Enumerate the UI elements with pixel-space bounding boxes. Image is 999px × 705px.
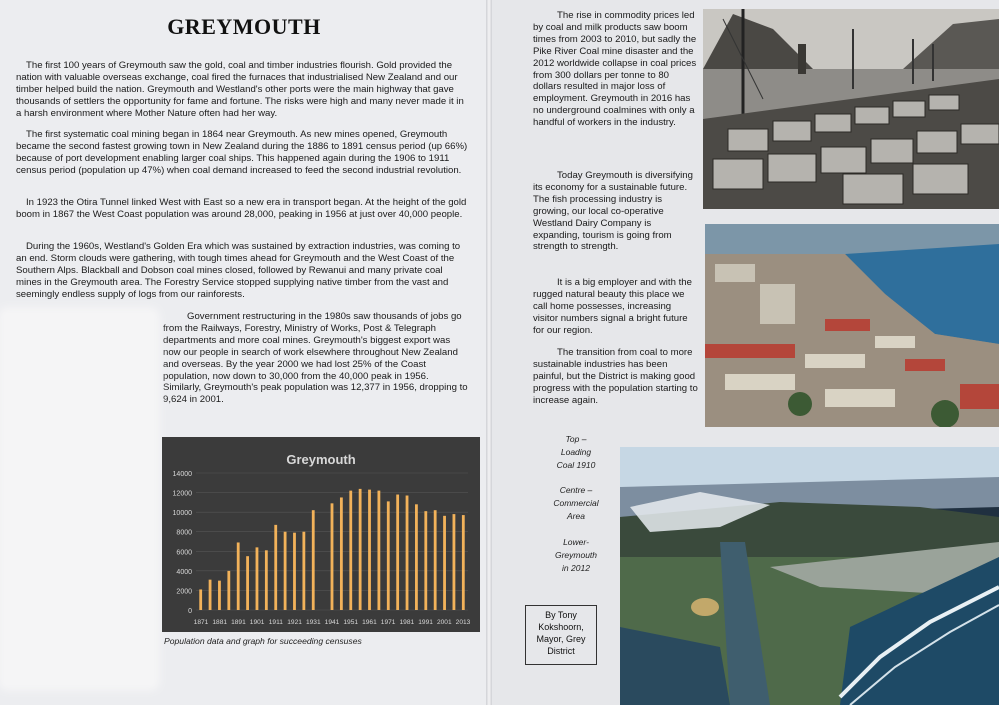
x-tick-label: 1981 [399,619,415,626]
chart-bar [265,550,268,610]
chart-bar [443,516,446,610]
y-tick-label: 4000 [176,568,192,576]
chart-caption: Population data and graph for succeeding censuses [164,636,362,646]
paragraph-1: The first 100 years of Greymouth saw the gold, coal and timber industries flourish. Gold provided the nation with valuable overseas exchange, coal fired the furnaces that industrialised New Zealand and our timber helped build the nation. Greymouth and Westland's other ports were the main highway that gave thousands of settlers the opportunity for fame and fortune. The risks were high and many never made it in a harsh environment where Mother Nature often had her way. [16,60,464,119]
caption-top: Top – Loading Coal 1910 [556,434,596,470]
x-tick-label: 1991 [418,619,433,626]
paragraph-5: Government restructuring in the 1980s saw thousands of jobs go from the Railways, Forestry, Ministry of Works, Post & Telegraph departments and more coal mines. Greymouth's biggest export was now our people in search of work elsewhere throughout New Zealand and overseas. By the year 2000 we had lost 25% of the Coast population, now down to 30,000 from the 40,000 peak in 1956. Similarly, Greymouth's peak population was 12,377 in 1956, dropping to 9,624 in 2001. [163,311,468,406]
chart-bar [434,510,437,610]
chart-bar [227,571,230,610]
x-tick-label: 2013 [455,619,471,626]
photo-commercial-area [705,224,999,427]
chart-bar [340,497,343,610]
x-tick-label: 1901 [249,619,265,626]
y-tick-label: 0 [188,608,192,615]
chart-bar [406,496,409,610]
chart-bar [199,589,202,610]
population-chart [162,437,480,632]
chart-bar [453,514,456,610]
chart-bar [284,532,287,610]
x-tick-label: 1921 [287,619,302,626]
x-tick-label: 1871 [193,619,209,626]
x-tick-label: 1881 [212,619,228,626]
chart-bar [377,491,380,610]
chart-bar [256,547,259,610]
right-paragraph-1: The rise in commodity prices led by coal and milk products saw boom times from 2003 to 2010, but sadly the Pike River Coal mine disaster and the 2012 worldwide collapse in coal prices from 300 dollars per tonne to 80 dollars resulted in major loss of employment. Greymouth in 2016 has no underground coalmines with only a handful of workers in the industry. [533,10,697,129]
y-tick-label: 6000 [176,549,192,557]
y-tick-label: 8000 [176,529,192,537]
chart-bar [209,580,212,610]
right-paragraph-4: The transition from coal to more sustainable industries has been painful, but the District is making good progress with the population starting to increase again. [533,347,698,406]
y-tick-label: 2000 [176,588,192,596]
chart-bar [359,489,362,610]
chart-bar [312,510,315,610]
photo-greymouth-2012 [620,447,999,705]
x-tick-label: 1951 [343,619,359,626]
page-fold [486,0,492,705]
right-paragraph-2: Today Greymouth is diversifying its economy for a sustainable future. The fish processing industry is growing, our local co-operative Westland Dairy Company is expanding, tourism is going from strength to strength. [533,170,693,253]
chart-bar [415,504,418,610]
y-tick-label: 10000 [172,510,192,518]
caption-lower: Lower- Greymouth in 2012 [554,537,598,573]
x-tick-label: 1891 [231,619,246,626]
right-paragraph-3: It is a big employer and with the rugged natural beauty this place we call home possesses, increasing visitor numbers signal a bright future for our region. [533,277,692,336]
chart-bar [218,581,221,610]
chart-bar [246,556,249,610]
chart-bar [302,532,305,610]
x-tick-label: 1931 [305,619,321,626]
author-box: By Tony Kokshoorn, Mayor, Grey District [525,605,597,665]
chart-bar [424,511,427,610]
x-tick-label: 2001 [436,619,452,626]
photo-coal-loading [703,9,999,209]
y-tick-label: 14000 [172,471,192,478]
blurred-patch [4,313,154,685]
chart-bar [396,495,399,610]
chart-title: Greymouth [286,452,356,467]
x-tick-label: 1961 [362,619,377,626]
paragraph-4: During the 1960s, Westland's Golden Era which was sustained by extraction industries, was coming to an end. Storm clouds were gathering, with tough times ahead for Greymouth and the West Coast of the Southern Alps. Blackball and Dobson coal mines closed, followed by Rewanui and many private coal mines in the Greymouth area. The Forestry Service stopped supplying native timber from the vast and seemingly endless supply of logs from our rainforests. [16,241,461,300]
caption-centre: Centre – Commercial Area [553,485,599,521]
chart-bar [462,515,465,610]
y-tick-label: 12000 [172,490,192,498]
paragraph-3: In 1923 the Otira Tunnel linked West with East so a new era in transport began. At the height of the gold boom in 1867 the West Coast population was around 28,000, peaking in 1956 at just over 40,000 people. [16,197,467,220]
chart-bar [387,501,390,610]
chart-bar [368,490,371,610]
chart-bar [349,491,352,610]
x-tick-label: 1941 [324,619,340,626]
chart-bar [293,533,296,610]
chart-canvas [162,437,480,632]
x-tick-label: 1971 [380,619,396,626]
page-title: GREYMOUTH [167,14,321,39]
chart-bar [237,542,240,610]
x-tick-label: 1911 [268,619,283,626]
chart-bar [274,525,277,610]
paragraph-2: The first systematic coal mining began in 1864 near Greymouth. As new mines opened, Greymouth became the second fastest growing town in New Zealand during the 1886 to 1891 census period (up 66%) because of port development enabling larger coal ships. This happened again during the 1906 to 1911 census period (population up 47%) when coal demand increased to feed the second industrial revolution. [16,129,468,176]
chart-bar [331,503,334,610]
